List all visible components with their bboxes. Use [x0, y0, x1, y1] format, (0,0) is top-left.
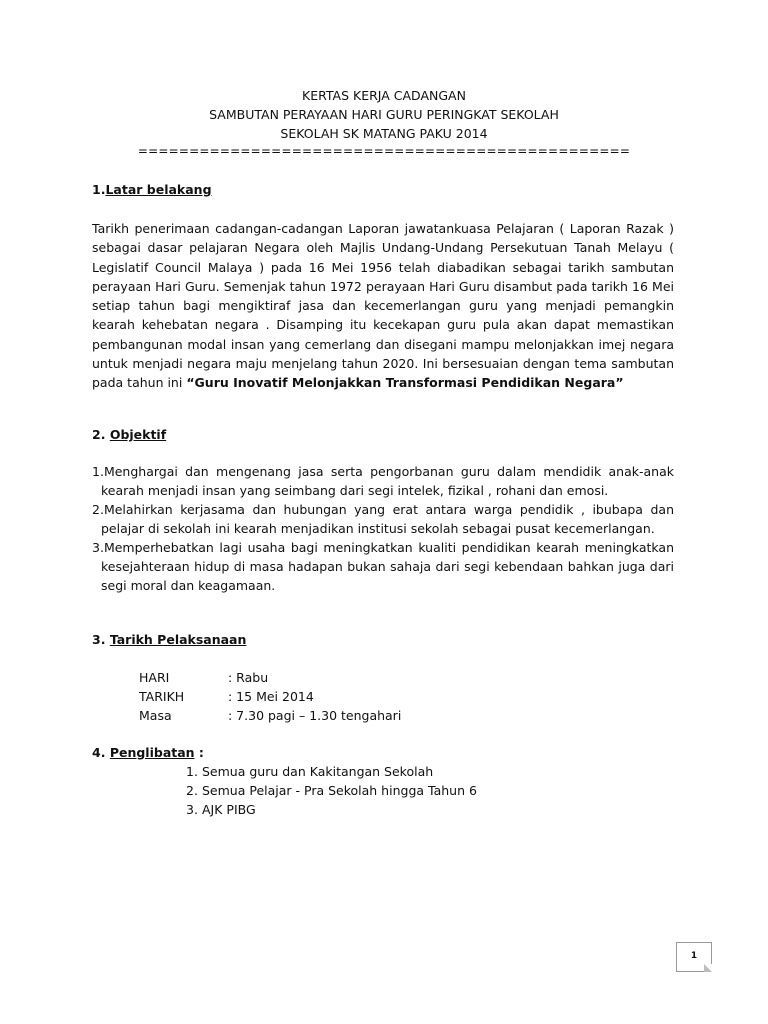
participant-text: AJK PIBG — [202, 802, 256, 817]
section-4-title: Penglibatan — [109, 745, 195, 760]
section-4-heading — [92, 743, 204, 762]
section-3-heading — [92, 630, 246, 649]
section-4-number: 4. — [92, 745, 106, 760]
section-1-theme: “Guru Inovatif Melonjakkan Transformasi Pendidikan Negara” — [186, 375, 624, 391]
title-separator: ================================================ — [137, 144, 631, 158]
section-1-number: 1. — [92, 182, 106, 197]
title-line-2: SAMBUTAN PERAYAAN HARI GURU PERINGKAT SEKOLAH — [209, 107, 559, 122]
objective-number: 3. — [92, 540, 104, 555]
page-number-badge — [676, 942, 712, 972]
participant-list — [186, 762, 477, 819]
section-1-body: Tarikh penerimaan cadangan-cadangan Laporan jawatankuasa Pelajaran ( Laporan Razak ) sebagai dasar pelajaran Negara oleh Majlis Undang-Undang Persekutuan Tanah Melayu ( Legislatif Council Malaya ) pada 16 Mei 1956 telah diabadikan sebagai tarikh sambutan perayaan Hari Guru. Semenjak tahun 1972 perayaan Hari Guru disambut pada tarikh 16 Mei setiap tahun bagi mengiktiraf jasa dan kecemerlangan guru yang menjadi pemangkin kearah kehebatan negara . Disamping itu kecekapan guru pula akan dapat memastikan pembangunan modal insan yang cemerlang dan disegani mampu melonjakkan imej negara untuk menjadi negara maju menjelang tahun 2020. Ini bersesuaian dengan tema sambutan pada tahun ini — [92, 221, 674, 391]
participant-item — [186, 781, 477, 800]
schedule-table — [139, 668, 401, 725]
schedule-key: Masa — [139, 708, 172, 723]
section-2-heading — [92, 425, 166, 444]
schedule-row — [139, 687, 401, 706]
section-1-paragraph — [92, 219, 674, 393]
participant-number: 1. — [186, 764, 198, 779]
schedule-key: HARI — [139, 670, 170, 685]
section-3-number: 3. — [92, 632, 106, 647]
objective-text: Memperhebatkan lagi usaha bagi meningkatkan kualiti pendidikan kearah meningkatkan kesejahteraan hidup di masa hadapan bukan sahaja dari segi kebendaan bahkan juga dari segi moral dan keagamaan. — [101, 540, 674, 593]
participant-text: Semua Pelajar - Pra Sekolah hingga Tahun 6 — [202, 783, 477, 798]
section-4-colon: : — [194, 745, 204, 760]
section-1-heading — [92, 180, 212, 199]
schedule-value: : 7.30 pagi – 1.30 tengahari — [228, 708, 402, 723]
objective-item — [92, 462, 674, 500]
objective-number: 2. — [92, 502, 104, 517]
section-1-title: Latar belakang — [105, 182, 212, 197]
schedule-value: : 15 Mei 2014 — [228, 689, 314, 704]
schedule-row — [139, 668, 401, 687]
objective-item — [92, 500, 674, 538]
participant-number: 3. — [186, 802, 198, 817]
objective-item — [92, 538, 674, 595]
participant-item — [186, 800, 477, 819]
objective-text: Melahirkan kerjasama dan hubungan yang erat antara warga pendidik , ibubapa dan pelajar di sekolah ini kearah menjadikan institusi sekolah sebagai pusat kecemerlangan. — [101, 502, 674, 536]
title-block — [0, 86, 768, 160]
schedule-key: TARIKH — [139, 689, 185, 704]
title-line-1: KERTAS KERJA CADANGAN — [302, 88, 466, 103]
section-2-number: 2. — [92, 427, 106, 442]
participant-item — [186, 762, 477, 781]
objective-number: 1. — [92, 464, 104, 479]
participant-number: 2. — [186, 783, 198, 798]
section-2-title: Objektif — [109, 427, 167, 442]
schedule-value: : Rabu — [228, 670, 269, 685]
section-3-title: Tarikh Pelaksanaan — [109, 632, 247, 647]
title-line-3: SEKOLAH SK MATANG PAKU 2014 — [280, 126, 488, 141]
page-number: 1 — [690, 951, 698, 961]
participant-text: Semua guru dan Kakitangan Sekolah — [202, 764, 434, 779]
objective-list — [92, 462, 674, 595]
schedule-row — [139, 706, 401, 725]
objective-text: Menghargai dan mengenang jasa serta pengorbanan guru dalam mendidik anak-anak kearah menjadi insan yang seimbang dari segi intelek, fizikal , rohani dan emosi. — [101, 464, 674, 498]
